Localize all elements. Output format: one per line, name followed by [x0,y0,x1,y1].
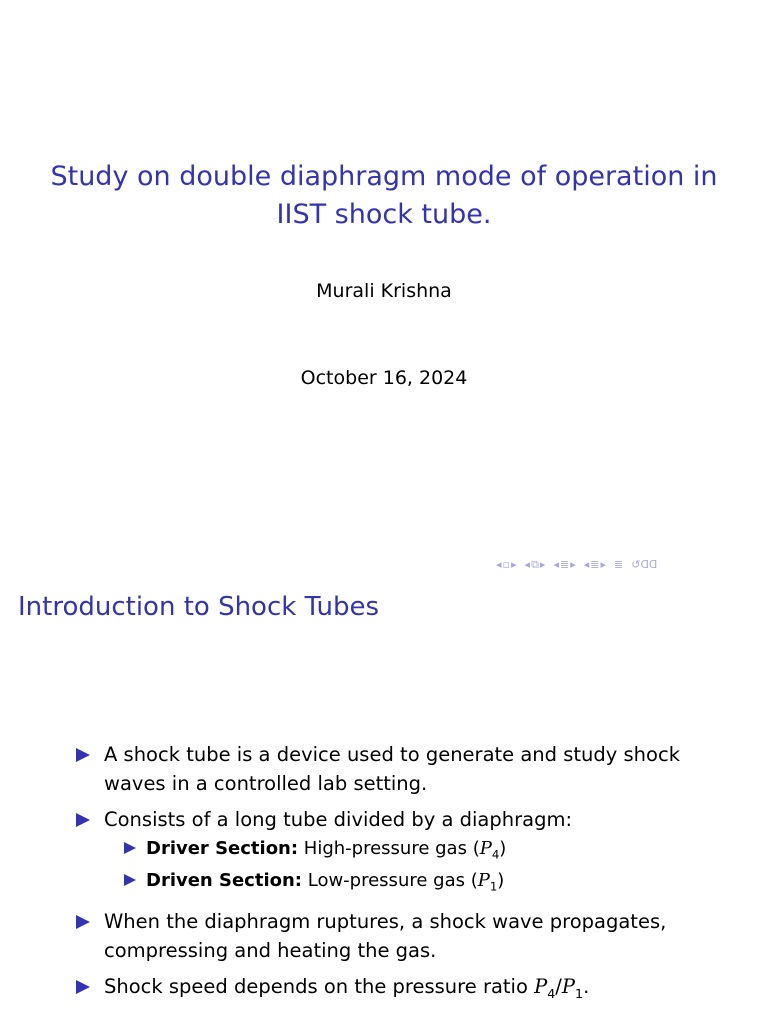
sub-list-item [124,868,716,900]
nav-prev-sub-icon[interactable]: ◂ [524,557,531,571]
sub-bullet-text [146,868,504,900]
nav-next-subsection-icon[interactable]: ▸ [600,557,607,571]
bullet-triangle-icon [76,980,90,994]
sub-bullet-label: Driver Section: [146,838,299,859]
intro-slide [0,576,768,1024]
author-name: Murali Krishna [316,280,452,302]
math-subscript: 1 [575,986,584,1002]
nav-prev-section-icon[interactable]: ◂ [553,557,559,571]
math-var: P [561,975,575,999]
math-var: P [534,975,548,999]
bullet-text: When the diaphragm ruptures, a shock wave propagates, compressing and heating the gas. [104,910,667,963]
nav-next-icon[interactable]: ▸ [511,557,517,571]
sub-list [76,836,716,899]
paren: ) [499,838,507,859]
bullet-triangle-icon [76,813,90,827]
list-item [76,972,716,1008]
nav-search-group [631,559,657,570]
list-item [76,907,716,965]
presentation-title [40,158,728,234]
bullet-triangle-icon [76,748,90,762]
math-slash: / [555,975,562,999]
nav-subframe-icon[interactable]: ⧉ [531,557,539,571]
nav-next-sub-icon[interactable]: ▸ [539,557,546,571]
nav-frame-group [496,559,517,570]
sub-bullet-body: Low-pressure gas ( [302,869,478,891]
beamer-navigation-bar [496,554,663,574]
sub-bullet-label: Driven Section: [146,869,303,891]
title-line-2: IIST shock tube. [276,199,492,230]
nav-subsection-icon[interactable]: ≣ [590,557,600,571]
bullet-body: Shock speed depends on the pressure ratio [104,975,535,999]
paren: ) [497,869,505,891]
nav-frame-icon[interactable]: ▫ [502,557,510,571]
sub-bullet-text [146,836,506,868]
nav-section-icon[interactable]: ≣ [559,557,570,571]
nav-toc-icon[interactable]: ≣ [614,557,624,571]
bullet-triangle-icon [76,915,90,929]
math-var: P [479,838,492,859]
sub-bullet-body: High-pressure gas ( [298,838,480,859]
nav-subframe-group [525,559,546,570]
math-subscript: 4 [547,986,556,1002]
nav-subsection-group [584,559,606,570]
presentation-date: October 16, 2024 [300,367,468,389]
nav-section-group [553,559,575,570]
nav-prev-icon[interactable]: ◂ [496,557,502,571]
sub-list-item [124,836,716,868]
frame-title: Introduction to Shock Tubes [18,592,380,622]
math-subscript: 4 [491,847,500,862]
sub-bullet-triangle-icon [124,842,136,854]
title-line-1: Study on double diaphragm mode of operation in [50,161,718,192]
bullet-text [104,972,589,1008]
list-item [76,805,716,834]
math-subscript: 1 [489,879,498,894]
list-item [76,740,716,798]
period: . [583,975,590,999]
bullet-text: A shock tube is a device used to generate and study shock waves in a controlled lab setting. [104,743,680,795]
nav-next-section-icon[interactable]: ▸ [570,557,576,571]
bullet-text: Consists of a long tube divided by a diaphragm: [104,808,573,831]
sub-bullet-triangle-icon [124,874,136,886]
nav-prev-subsection-icon[interactable]: ◂ [583,557,590,571]
nav-toc-group [614,559,623,570]
bullet-list [76,740,716,1015]
nav-search-icon[interactable]: ↺ᗡᗡ [631,557,658,571]
math-var: P [477,869,490,891]
